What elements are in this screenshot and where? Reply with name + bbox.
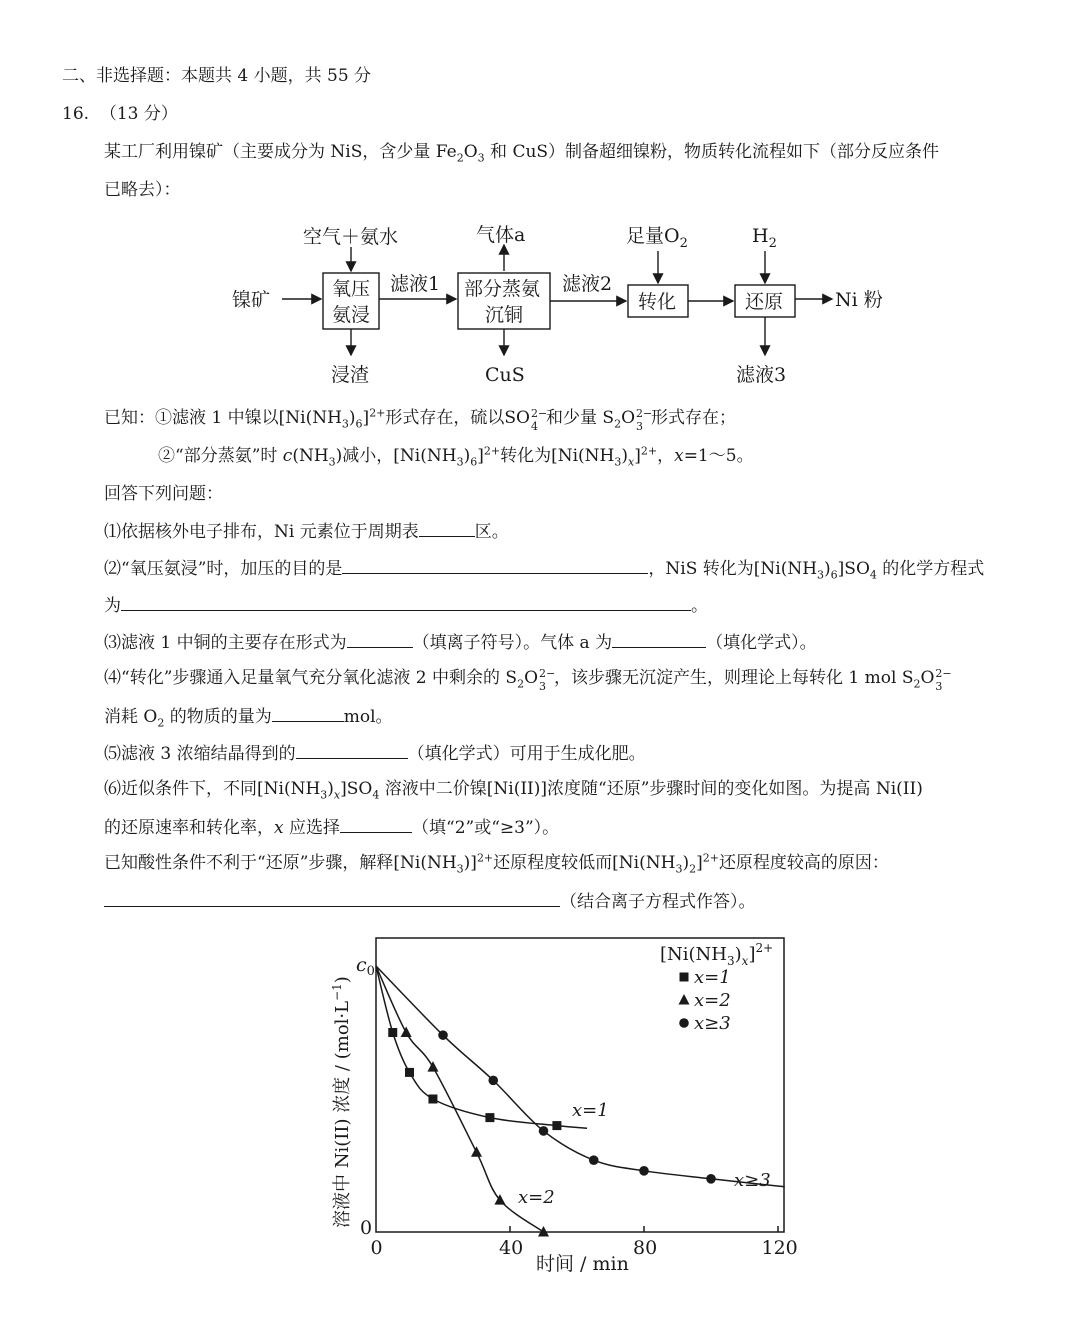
flow-step1-in: 空气＋氨水: [303, 226, 399, 248]
legend-marker-1: [680, 973, 689, 982]
y-axis-zero-label: 0: [360, 1217, 373, 1239]
curve-label-3: x≥3: [734, 1170, 771, 1191]
curve-label-1: x=1: [572, 1100, 609, 1121]
question-number: 16.: [62, 104, 90, 124]
data-point-s2-1: [401, 1027, 412, 1038]
flow-step2-out: CuS: [485, 364, 525, 386]
known-item1: 已知：①滤液 1 中镍以$[Ni(NH_3)_6]^{2+}$形式存在，硫以SO 2− 4 和少量 $S_2O$ 2− 3 形式存在；: [104, 406, 736, 433]
data-point-s3-4: [589, 1155, 599, 1165]
data-point-s1-2: [405, 1068, 414, 1077]
question-score: （13 分）: [99, 104, 178, 124]
data-point-s3-6: [706, 1174, 716, 1184]
flow-filtrate2: 滤液2: [562, 273, 613, 295]
data-point-s1-1: [388, 1028, 397, 1037]
legend-marker-2: [679, 994, 690, 1005]
q1-blank[interactable]: [419, 518, 475, 537]
section-header: 二、非选择题：本题共 4 小题，共 55 分: [62, 66, 372, 86]
question-intro-cont: 已略去）：: [104, 180, 181, 200]
x-axis-title: 时间 / min: [536, 1253, 629, 1275]
sub-question-6-reason: 已知酸性条件不利于“还原”步骤，解释$[Ni(NH_3)]^{2+}$还原程度较低而$[Ni(NH_3)_2]^{2+}$还原程度较高的原因：: [104, 851, 889, 876]
curve-label-2: x=2: [518, 1187, 555, 1208]
data-point-s3-5: [639, 1166, 649, 1176]
q6-blank-x[interactable]: [340, 814, 412, 833]
sub-question-3: ⑶滤液 1 中铜的主要存在形式为 （填离子符号）。气体 a 为 （填化学式）。: [104, 629, 817, 655]
flow-product: Ni 粉: [835, 289, 883, 311]
sub-question-4-cont: 消耗 $O_2$ 的物质的量为 mol。: [104, 703, 393, 729]
sub-question-2: ⑵“氧压氨浸”时，加压的目的是 ，NiS 转化为$[Ni(NH_3)_6]SO_4$ 的化学方程式: [104, 555, 984, 581]
q3-blank-ion[interactable]: [347, 629, 413, 648]
data-point-s1-4: [485, 1113, 494, 1122]
flow-step1-out: 浸渣: [331, 364, 370, 386]
sub-question-6: ⑹近似条件下，不同$[Ni(NH_3)_x]SO_4$ 溶液中二价镍[Ni(II)]浓度随“还原”步骤时间的变化如图。为提高 Ni(II): [104, 779, 923, 802]
sub-question-6-answer: （结合离子方程式作答）。: [104, 888, 756, 914]
flow-filtrate1: 滤液1: [390, 273, 441, 295]
question-heading: [62, 102, 178, 126]
sub-question-2-cont: 为 。: [104, 592, 708, 618]
sub-question-4: ⑷“转化”步骤通入足量氧气充分氧化滤液 2 中剩余的 $S_2O$ 2− 3 ，该步骤无沉淀产生，则理论上每转化 1 mol $S_2O$ 2− 3: [104, 667, 952, 693]
legend-label-2: x=2: [694, 990, 731, 1011]
y-axis-top-label: $c_0$: [356, 954, 375, 979]
legend: [660, 941, 773, 1034]
x-tick-label-80: 80: [633, 1237, 658, 1259]
data-point-s2-3: [471, 1146, 482, 1157]
process-flow-diagram: [220, 215, 900, 390]
flow-step3-in: 足量$O_2$: [626, 225, 688, 251]
x-tick-label-40: 40: [499, 1237, 524, 1259]
data-point-s2-2: [427, 1061, 438, 1072]
q6-blank-reason[interactable]: [104, 888, 560, 907]
sub-question-5: ⑸滤液 3 浓缩结晶得到的 （填化学式）可用于生成化肥。: [104, 740, 646, 766]
flow-step2-l2: 沉铜: [485, 304, 524, 326]
q5-blank[interactable]: [296, 740, 408, 759]
legend-marker-3: [679, 1018, 689, 1028]
data-point-s1-5: [552, 1121, 561, 1130]
x-tick-label-0: 0: [370, 1237, 383, 1259]
flow-step4-in: $H_2$: [752, 225, 777, 251]
flow-step1-l1: 氧压: [332, 278, 371, 300]
legend-title: $[Ni(NH_3)_x]^{2+}$: [660, 941, 774, 968]
flow-step2-in: 气体a: [476, 224, 526, 246]
q2-blank-purpose[interactable]: [342, 555, 648, 574]
flow-step2-l1: 部分蒸氨: [464, 278, 541, 300]
flow-step1-l2: 氨浸: [332, 304, 371, 326]
legend-label-3: x≥3: [694, 1013, 731, 1034]
data-point-s1-3: [428, 1095, 437, 1104]
flow-step4-out: 滤液3: [736, 364, 787, 386]
y-axis-title: 溶液中 Ni(II) 浓度 / $(mol\cdot L^{-1})$: [330, 976, 353, 1228]
question-intro: 某工厂利用镍矿（主要成分为 NiS，含少量 $Fe_2O_3$ 和 CuS）制备超细镍粉，物质转化流程如下（部分反应条件: [104, 142, 940, 165]
flow-step4: 还原: [745, 291, 784, 313]
flow-step3: 转化: [638, 291, 677, 313]
q4-blank[interactable]: [272, 703, 344, 722]
nickel-reduction-chart: [320, 928, 800, 1278]
curve-series-1: [376, 966, 587, 1128]
sub-question-1: ⑴依据核外电子排布，Ni 元素位于周期表 区。: [104, 518, 509, 544]
data-point-s3-3: [539, 1126, 549, 1136]
known-item2: ②“部分蒸氨”时 $c(NH_3)$减小，$[Ni(NH_3)_6]^{2+}$转化为$[Ni(NH_3)_x]^{2+}$，x=1～5。: [158, 444, 754, 469]
sub-question-6-cont: 的还原速率和转化率，x 应选择 （填“2”或“≥3”）。: [104, 814, 559, 840]
flow-input: 镍矿: [232, 289, 271, 311]
legend-label-1: x=1: [694, 967, 731, 988]
q2-blank-equation[interactable]: [121, 592, 691, 611]
answer-prompt: 回答下列问题：: [104, 484, 223, 504]
data-point-s3-1: [438, 1030, 448, 1040]
data-point-s3-2: [488, 1076, 498, 1086]
q3-blank-gas[interactable]: [612, 629, 706, 648]
x-tick-label-120: 120: [761, 1237, 798, 1259]
